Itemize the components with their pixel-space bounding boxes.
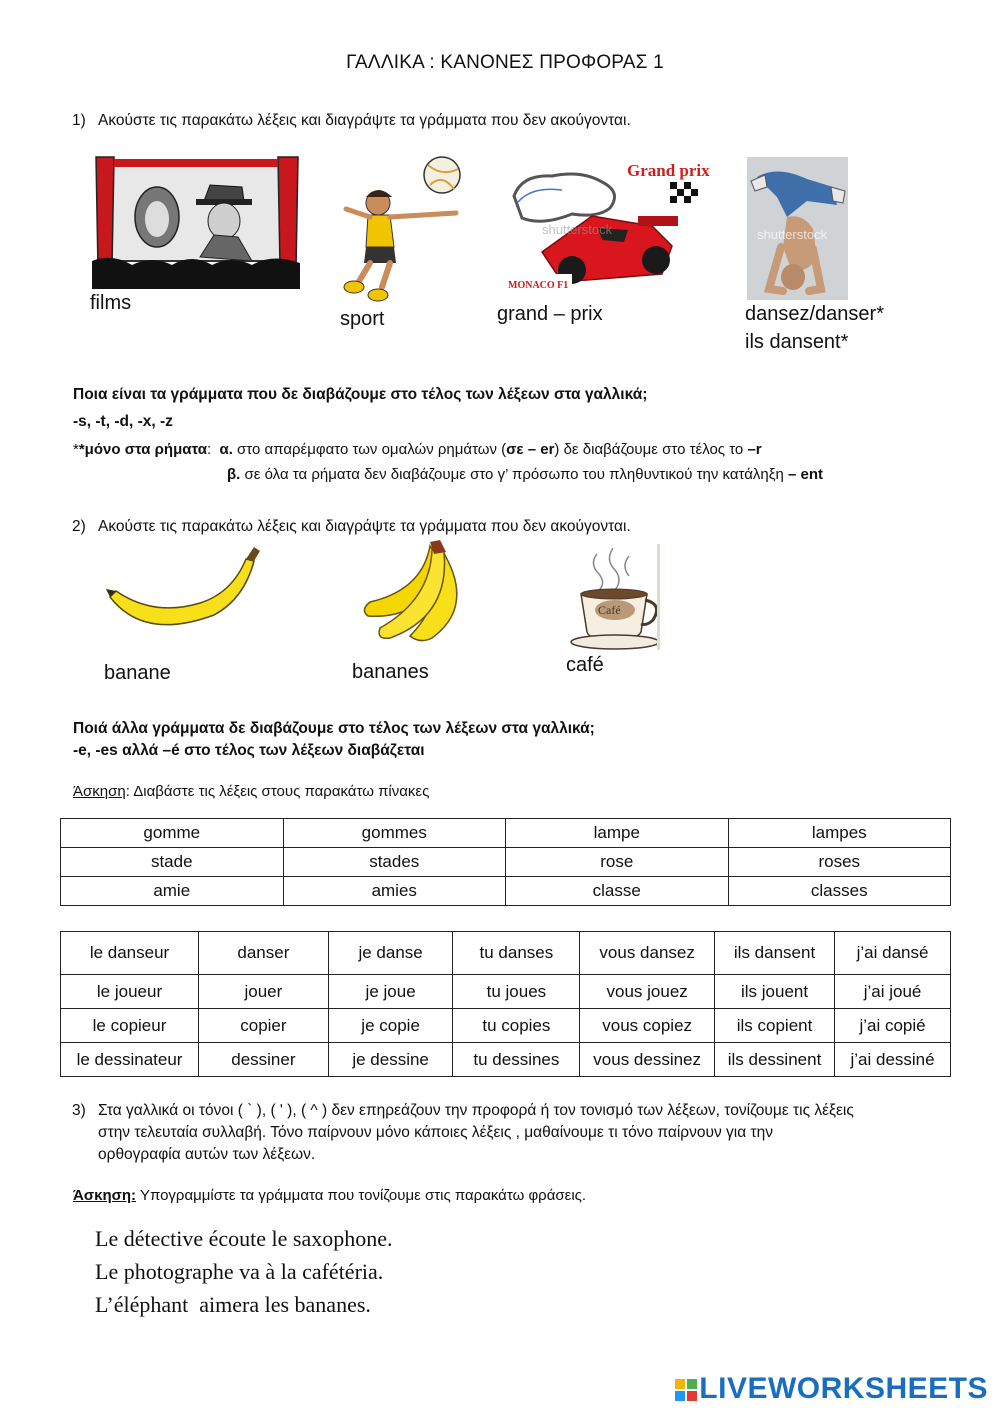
table-cell: ils jouent xyxy=(715,975,835,1009)
note-prefix: *μόνο στα ρήματα xyxy=(78,441,207,458)
section1-instruction-text: Ακούστε τις παρακάτω λέξεις και διαγράψτε τα γράμματα που δεν ακούγονται. xyxy=(98,112,631,129)
table-cell: ils copient xyxy=(715,1009,835,1043)
section1-question: Ποια είναι τα γράμματα που δε διαβάζουμε στο τέλος των λέξεων στα γαλλικά; xyxy=(73,386,648,403)
table-cell: gommes xyxy=(283,819,506,848)
table-cell: ils dansent xyxy=(715,932,835,975)
table-cell: tu dessines xyxy=(453,1043,580,1077)
table-cell: stade xyxy=(61,848,284,877)
liveworksheets-logo[interactable] xyxy=(675,1372,988,1406)
note-b-label: β. xyxy=(227,466,241,483)
section3-number: 3) xyxy=(72,1102,86,1119)
section2-question: Ποιά άλλα γράμματα δε διαβάζουμε στο τέλος των λέξεων στα γαλλικά; xyxy=(73,720,595,737)
table-cell: ils dessinent xyxy=(715,1043,835,1077)
note-a-end: –r xyxy=(747,441,762,458)
section1-number: 1) xyxy=(72,112,86,129)
section3-line2: στην τελευταία συλλαβή. Τόνο παίρνουν μόνο κάποιες λέξεις , μαθαίνουμε τι τόνο παίρνουν για την xyxy=(98,1124,773,1141)
grand-prix-image-text: Grand prix xyxy=(627,161,710,180)
table-cell: le copieur xyxy=(61,1009,199,1043)
table-cell: lampe xyxy=(506,819,729,848)
table-cell: je danse xyxy=(328,932,453,975)
table-cell: j’ai dansé xyxy=(835,932,951,975)
image-label-sport: sport xyxy=(340,308,385,330)
section2-answer: -e, -es αλλά –é στο τέλος των λέξεων διαβάζεται xyxy=(73,742,425,759)
breakdancer-watermark: shutterstock xyxy=(757,227,828,242)
words-table-1 xyxy=(60,818,951,906)
table-cell: le joueur xyxy=(61,975,199,1009)
exercise-label: Άσκηση xyxy=(73,783,126,800)
table-cell: danser xyxy=(199,932,329,975)
table-cell: amies xyxy=(283,877,506,906)
table-cell: dessiner xyxy=(199,1043,329,1077)
image-label-bananes: bananes xyxy=(352,661,429,683)
table-cell: je dessine xyxy=(328,1043,453,1077)
liveworksheets-logo-icon xyxy=(675,1379,697,1401)
table-row xyxy=(61,1009,951,1043)
table-cell: vous dansez xyxy=(580,932,715,975)
table-cell: j’ai copié xyxy=(835,1009,951,1043)
note-a-text1: στο απαρέμφατο των ομαλών ρημάτων ( xyxy=(237,441,507,458)
liveworksheets-logo-text: LIVEWORKSHEETS xyxy=(699,1372,988,1405)
note-a-bold: σε – er xyxy=(506,441,555,458)
table-cell: le dessinateur xyxy=(61,1043,199,1077)
grand-prix-watermark: shutterstock xyxy=(542,222,613,237)
note-b-text: σε όλα τα ρήματα δεν διαβάζουμε στο γ’ πρόσωπο του πληθυντικού την κατάληξη xyxy=(244,466,788,483)
table-cell: gomme xyxy=(61,819,284,848)
section2-number: 2) xyxy=(72,518,86,535)
table-row xyxy=(61,819,951,848)
note-a: **μόνο στα ρήματα: α. στο απαρέμφατο των ομαλών ρημάτων (σε – er) δε διαβάζουμε στο τέλος το –r xyxy=(73,441,762,458)
table-cell: vous jouez xyxy=(580,975,715,1009)
words-table-2 xyxy=(60,931,951,1077)
section2-instruction-text: Ακούστε τις παρακάτω λέξεις και διαγράψτε τα γράμματα που δεν ακούγονται. xyxy=(98,518,631,535)
exercise-instruction xyxy=(73,783,429,800)
table-cell: lampes xyxy=(728,819,951,848)
image-label-banane: banane xyxy=(104,662,171,684)
grand-prix-image-subtext: MONACO F1 xyxy=(508,280,569,291)
table-cell: j’ai dessiné xyxy=(835,1043,951,1077)
note-a-text2: ) δε διαβάζουμε στο τέλος το xyxy=(554,441,748,458)
image-label-films: films xyxy=(90,292,132,314)
table-row xyxy=(61,877,951,906)
exercise2-text: Υπογραμμίστε τα γράμματα που τονίζουμε στις παρακάτω φράσεις. xyxy=(136,1187,587,1204)
banana-image xyxy=(104,545,264,635)
section3-text xyxy=(72,1100,972,1166)
exercise2-label: Άσκηση: xyxy=(73,1187,137,1204)
note-b-end: – ent xyxy=(787,466,823,483)
section1-answer: -s, -t, -d, -x, -z xyxy=(73,413,173,430)
image-label-cafe: café xyxy=(566,654,604,676)
table-cell: classe xyxy=(506,877,729,906)
sentence-2[interactable]: Le photographe va à la cafétéria. xyxy=(95,1259,384,1284)
table-cell: jouer xyxy=(199,975,329,1009)
section3-line1: Στα γαλλικά οι τόνοι ( ` ), ( ʹ ), ( ^ ) δεν επηρεάζουν την προφορά ή τον τονισμό των λέξεων, τονίζουμε τις λέξεις xyxy=(98,1102,854,1119)
bananas-image xyxy=(350,540,482,645)
table-cell: rose xyxy=(506,848,729,877)
image-label-ils-dansent: ils dansent* xyxy=(745,331,849,353)
exercise-text: : Διαβάστε τις λέξεις στους παρακάτω πίνακες xyxy=(125,783,430,800)
sentence-3[interactable]: L’éléphant aimera les bananes. xyxy=(95,1292,371,1317)
coffee-cup-image xyxy=(567,544,667,650)
table-cell: le danseur xyxy=(61,932,199,975)
table-cell: tu danses xyxy=(453,932,580,975)
table-row xyxy=(61,932,951,975)
grand-prix-image xyxy=(502,156,710,296)
table-cell: vous dessinez xyxy=(580,1043,715,1077)
section1-instruction xyxy=(72,112,631,130)
table-cell: roses xyxy=(728,848,951,877)
image-label-grand-prix: grand – prix xyxy=(497,303,603,325)
table-cell: je copie xyxy=(328,1009,453,1043)
table-cell: tu copies xyxy=(453,1009,580,1043)
table-cell: copier xyxy=(199,1009,329,1043)
table-row xyxy=(61,1043,951,1077)
table-row xyxy=(61,848,951,877)
table-cell: classes xyxy=(728,877,951,906)
table-cell: vous copiez xyxy=(580,1009,715,1043)
table-row xyxy=(61,975,951,1009)
volleyball-player-image xyxy=(338,155,463,305)
sentence-1[interactable]: Le détective écoute le saxophone. xyxy=(95,1226,393,1251)
breakdancer-image xyxy=(747,157,848,300)
exercise2-instruction xyxy=(73,1187,586,1204)
section3-line3: ορθογραφία αυτών των λέξεων. xyxy=(98,1146,316,1163)
note-b xyxy=(227,466,823,483)
table-cell: tu joues xyxy=(453,975,580,1009)
note-a-label: α. xyxy=(219,441,233,458)
cinema-image xyxy=(92,157,300,289)
table-cell: je joue xyxy=(328,975,453,1009)
section2-instruction xyxy=(72,518,631,536)
page-title: ΓΑΛΛΙΚΑ : ΚΑΝΟΝΕΣ ΠΡΟΦΟΡΑΣ 1 xyxy=(346,52,664,73)
table-cell: amie xyxy=(61,877,284,906)
image-label-dansez: dansez/danser* xyxy=(745,303,884,325)
table-cell: j’ai joué xyxy=(835,975,951,1009)
coffee-cup-text: Café xyxy=(598,603,621,617)
table-cell: stades xyxy=(283,848,506,877)
